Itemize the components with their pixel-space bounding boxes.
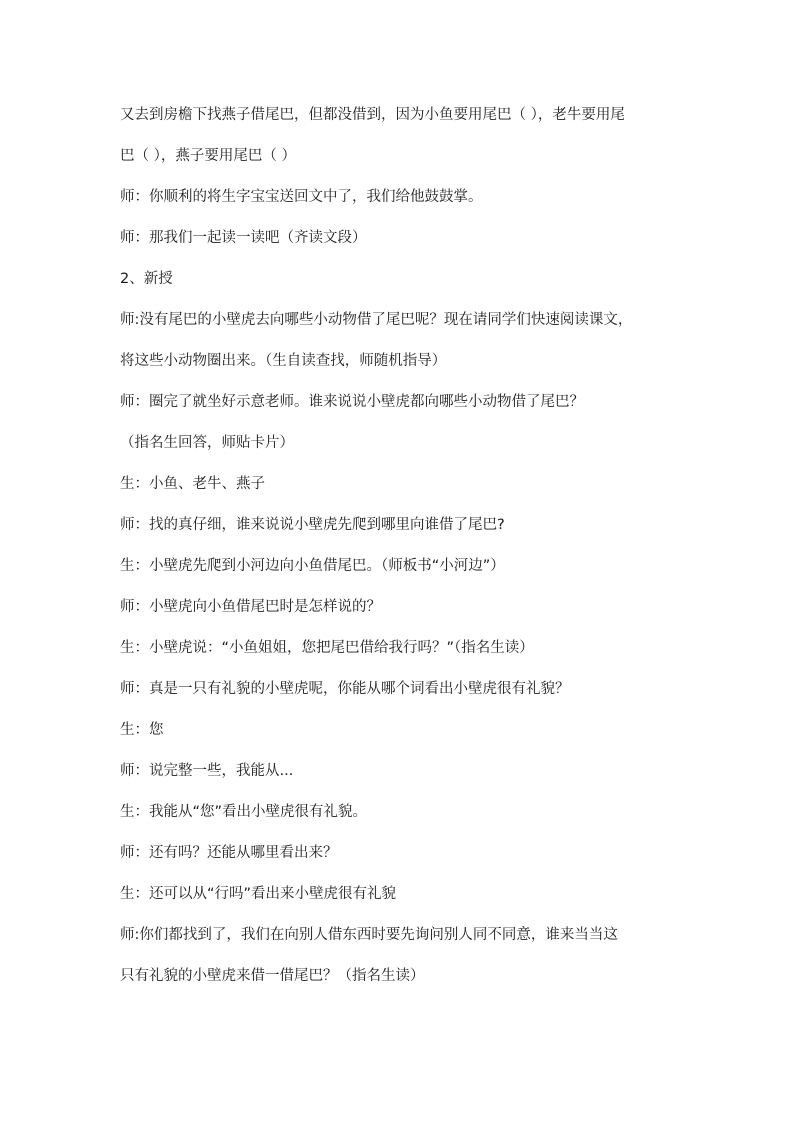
text-line: 师：找的真仔细，谁来说说小壁虎先爬到哪里向谁借了尾巴? (120, 517, 505, 533)
text-line: 师：真是一只有礼貌的小壁虎呢，你能从哪个词看出小壁虎很有礼貌？ (120, 681, 570, 697)
text-line: 生：还可以从“行吗”看出来小壁虎很有礼貌 (120, 886, 397, 902)
text-line: 生：我能从“您”看出小壁虎很有礼貌。 (120, 804, 368, 820)
text-line: 师：圈完了就坐好示意老师。谁来说说小壁虎都向哪些小动物借了尾巴？ (120, 394, 584, 410)
text-line: 师:你们都找到了，我们在向别人借东西时要先询问别人同不同意，谁来当当这 (120, 927, 618, 943)
text-line: 师:没有尾巴的小壁虎去向哪些小动物借了尾巴呢？现在请同学们快速阅读课文， (120, 312, 633, 328)
text-line: 生：小鱼、老牛、燕子 (120, 476, 265, 492)
text-line: 生：您 (120, 722, 164, 738)
text-line: 生：小壁虎先爬到小河边向小鱼借尾巴。（师板书“小河边”） (120, 558, 505, 574)
text-line: 生：小壁虎说：“小鱼姐姐，您把尾巴借给我行吗？”（指名生读） (120, 640, 534, 656)
text-line: 师：还有吗？还能从哪里看出来？ (120, 845, 338, 861)
text-line: 又去到房檐下找燕子借尾巴，但都没借到，因为小鱼要用尾巴（ ），老牛要用尾 (120, 107, 625, 123)
text-line: 师：你顺利的将生字宝宝送回文中了，我们给他鼓鼓掌。 (120, 189, 483, 205)
document-body (120, 104, 700, 987)
text-line: （指名生回答，师贴卡片） (120, 435, 294, 451)
text-line: 巴（ ），燕子要用尾巴（ ） (120, 148, 296, 164)
text-line: 只有礼貌的小壁虎来借一借尾巴？（指名生读） (120, 968, 425, 984)
text-line: 师：说完整一些，我能从... (120, 763, 294, 779)
text-line: 将这些小动物圈出来。（生自读查找，师随机指导） (120, 353, 447, 369)
text-line: 师：小壁虎向小鱼借尾巴时是怎样说的？ (120, 599, 381, 615)
section-heading: 2、新授 (120, 271, 173, 287)
text-line: 师：那我们一起读一读吧（齐读文段） (120, 230, 367, 246)
